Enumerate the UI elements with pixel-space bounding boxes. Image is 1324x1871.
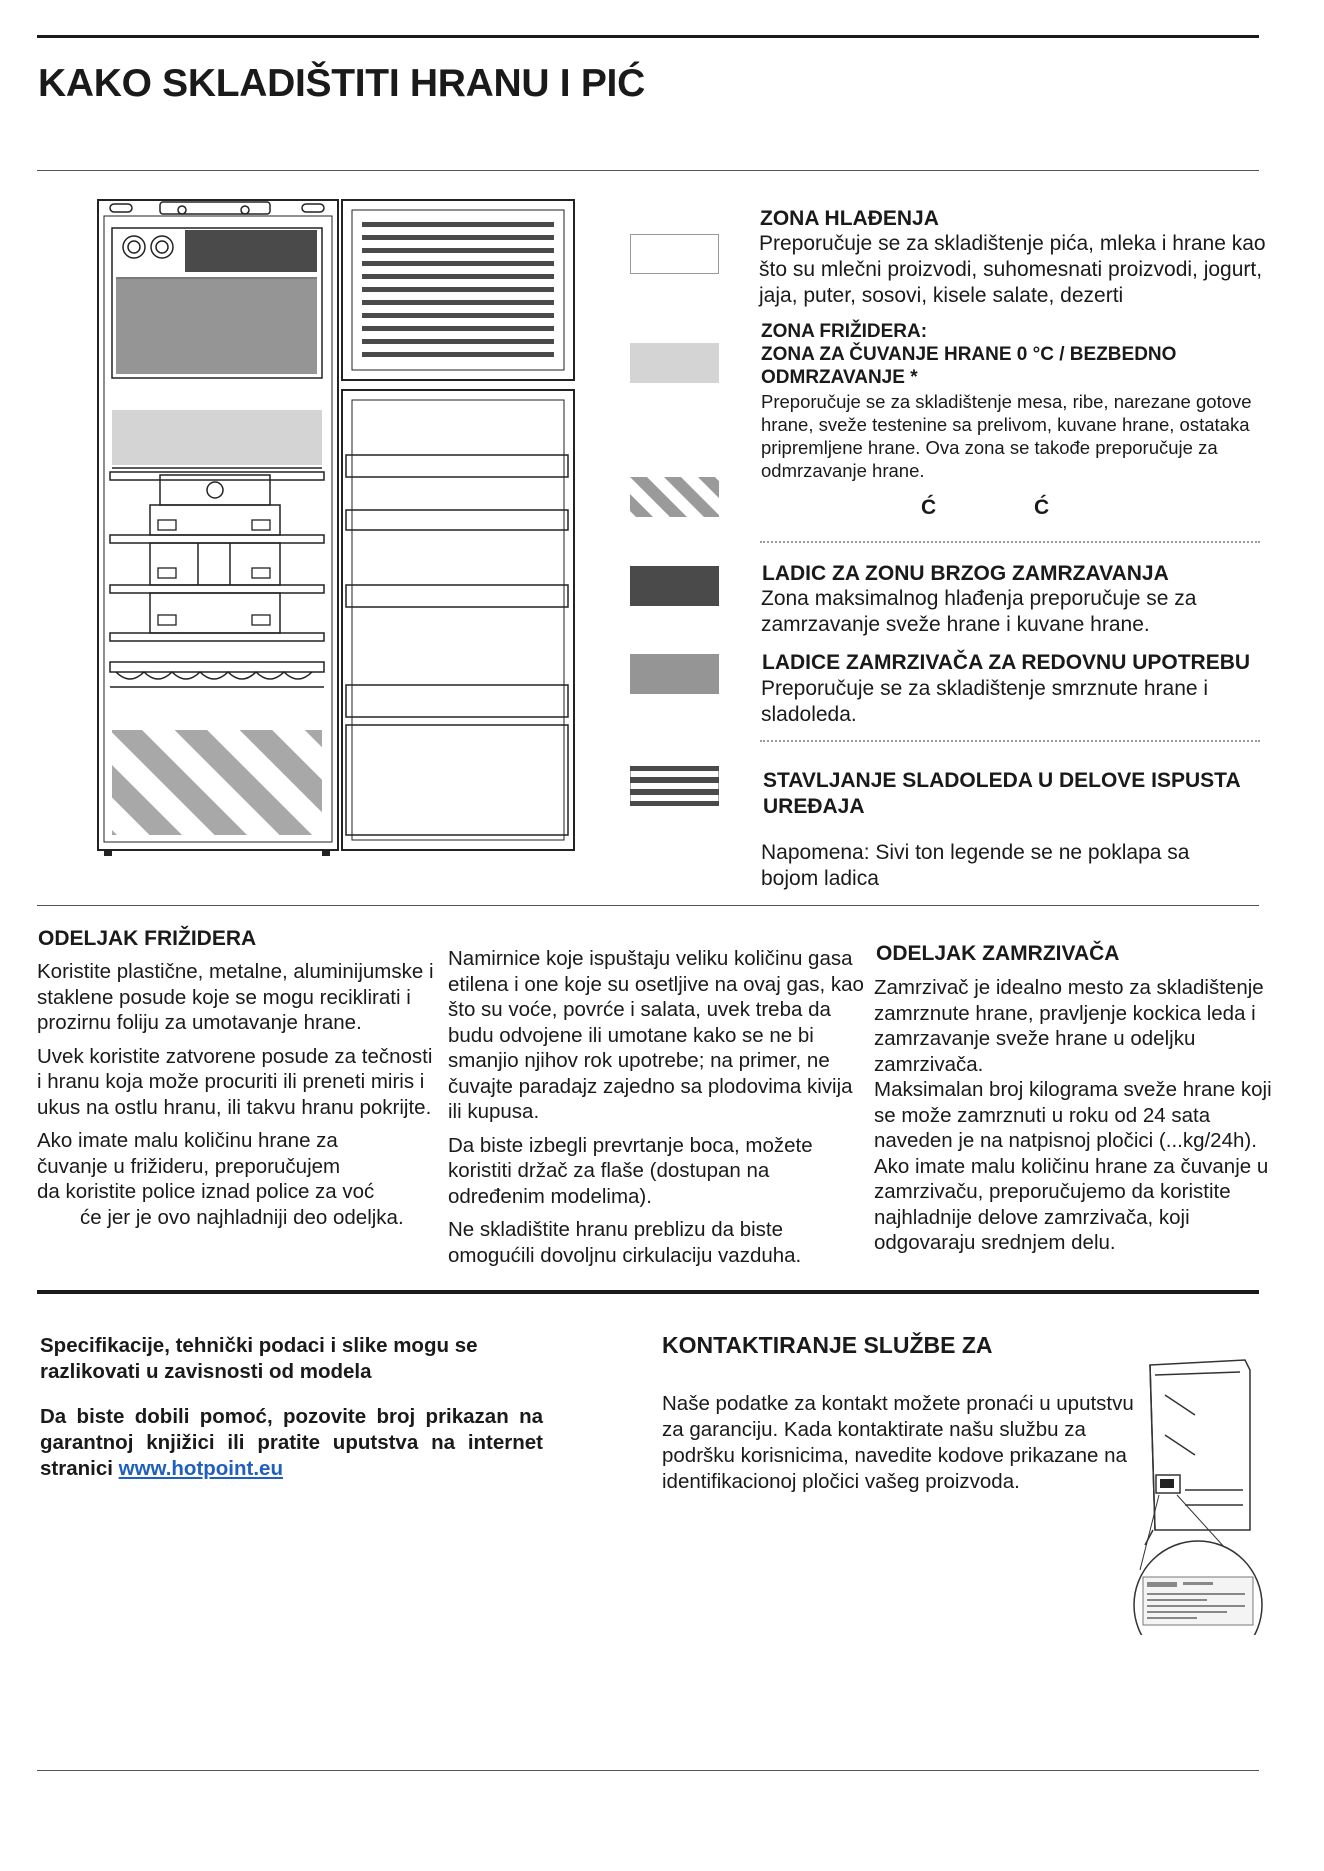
fridge-section-p2: Uvek koristite zatvorene posude za tečnosti i hranu koja može procuriti ili preneti miris i ukus na ostlu hranu, ili takvu hranu pokrijte. xyxy=(37,1044,433,1119)
regular-freezer-line: sladoleda. xyxy=(761,703,857,726)
fridge-zone-title-line: ZONA ZA ČUVANJE HRANE 0 °C / BEZBEDNO xyxy=(761,344,1177,365)
legend-note-line: bojom ladica xyxy=(761,867,879,890)
swatch-cooling-zone xyxy=(630,234,719,274)
fridge-zone-line: pripremljene hrane. Ova zona se takođe preporučuje za xyxy=(761,437,1218,458)
fast-freeze-drawer xyxy=(185,230,317,272)
fridge-zone-title xyxy=(761,320,1176,389)
middle-rule xyxy=(37,905,1259,906)
swatch-fast-freeze xyxy=(630,566,719,606)
regular-freezer-line: Preporučuje se za skladištenje smrznute hrane i xyxy=(761,677,1209,700)
freezer-section-text xyxy=(874,975,1289,1256)
fridge-zone-line: odmrzavanje hrane. xyxy=(761,460,925,481)
middle-section-text xyxy=(448,946,868,1276)
fridge-section-heading: ODELJAK FRIŽIDERA xyxy=(38,927,257,950)
door-bins xyxy=(346,455,568,835)
fridge-zone-title-line: ODMRZAVANJE * xyxy=(761,367,918,388)
title-underline xyxy=(37,170,1259,171)
middle-section-p1: Namirnice koje ispuštaju veliku količinu gasa etilena i one koje su osetljive na ovaj gas, kao što su voće, povrće i salata, uvek treba da budu odvojene ili umotane kako se ne bi smanjio njihov rok upotrebe; na primer, ne čuvajte paradajz zajedno sa plodovima kivija ili kupusa. xyxy=(448,947,864,1123)
legend-divider-2 xyxy=(760,740,1260,742)
hatch-row-char-a: Ć xyxy=(921,496,937,519)
legend-note-line: Napomena: Sivi ton legende se ne poklapa sa xyxy=(761,841,1190,864)
section-rule xyxy=(37,1290,1259,1294)
cooling-zone-title: ZONA HLAĐENJA xyxy=(760,207,939,230)
shelves xyxy=(110,472,324,641)
legend-note xyxy=(761,840,1189,892)
swatch-regular-freezer xyxy=(630,654,719,694)
hatch-row-char-b: Ć xyxy=(1034,496,1050,519)
cooling-zone-line: jaja, puter, sosovi, kisele salate, dezerti xyxy=(759,284,1124,307)
fridge-zone-line: hrane, sveže testenine sa prelivom, kuvane hrane, ostataka xyxy=(761,414,1250,435)
legend-divider-1 xyxy=(760,541,1260,543)
help-block xyxy=(40,1404,543,1482)
fridge-zone-text xyxy=(761,390,1252,482)
fast-freeze-text xyxy=(761,586,1196,638)
fast-freeze-line: Zona maksimalnog hlađenja preporučuje se za xyxy=(761,587,1197,610)
ice-cream-hatch xyxy=(112,730,322,835)
hotpoint-link[interactable]: www.hotpoint.eu xyxy=(118,1457,283,1480)
cooling-zone-text xyxy=(759,231,1266,309)
zero-zone xyxy=(112,410,322,465)
regular-freezer-drawer xyxy=(116,278,317,374)
page-title: KAKO SKLADIŠTITI HRANU I PIĆ xyxy=(38,62,645,105)
freezer-section-heading: ODELJAK ZAMRZIVAČA xyxy=(876,942,1120,965)
fridge-section-p3-line: da koristite police iznad police za voć xyxy=(37,1180,375,1203)
freezer-section-p2: Maksimalan broj kilograma sveže hrane koji se može zamrznuti u roku od 24 sata naveden je na natpisnoj pločici (...kg/24h). Ako imate malu količinu hrane za čuvanje u zamrzivaču, preporučujemo da koristite najhladnije delove zamrzivača, koji odgovaraju srednjem delu. xyxy=(874,1078,1272,1254)
ice-cream-title-line: UREĐAJA xyxy=(763,795,865,818)
fridge-section-p3-line: će jer je ovo najhladniji deo odeljka. xyxy=(80,1205,404,1229)
middle-section-p3: Ne skladištite hranu preblizu da biste omogućili dovoljnu cirkulaciju vazduha. xyxy=(448,1218,802,1267)
cooling-zone-line: Preporučuje se za skladištenje pića, mleka i hrane kao xyxy=(759,232,1266,255)
fast-freeze-title: LADIC ZA ZONU BRZOG ZAMRZAVANJA xyxy=(762,562,1169,585)
freezer-knobs xyxy=(123,236,173,258)
specs-note: Specifikacije, tehnički podaci i slike mogu se razlikovati u zavisnosti od modela xyxy=(40,1334,478,1383)
fridge-zone-title-line: ZONA FRIŽIDERA: xyxy=(761,321,928,342)
contact-heading: KONTAKTIRANJE SLUŽBE ZA xyxy=(662,1332,993,1358)
middle-section-p2: Da biste izbegli prevrtanje boca, možete koristiti držač za flaše (dostupan na određenim modelima). xyxy=(448,1133,813,1208)
top-rule xyxy=(37,35,1259,38)
swatch-ice-cream xyxy=(630,766,719,806)
swatch-hatched xyxy=(630,477,719,517)
freezer-section-p1: Zamrzivač je idealno mesto za skladištenje zamrznute hrane, pravljenje kockica leda i zamrzavanje sveže hrane u odeljku zamrzivača. xyxy=(874,976,1264,1076)
fridge-section-p3-line: čuvanje u frižideru, preporučujem xyxy=(37,1154,341,1178)
fridge-section-text xyxy=(37,959,437,1230)
help-text: Da biste dobili pomoć, pozovite broj prikazan na garantnoj knjižici ili pratite uputstva na internet stranici xyxy=(40,1405,543,1480)
control-strip xyxy=(110,202,324,214)
cooling-zone-line: što su mlečni proizvodi, suhomesnati proizvodi, jogurt, xyxy=(759,258,1263,281)
regular-freezer-text xyxy=(761,676,1208,728)
bottle-rack xyxy=(110,662,324,687)
fast-freeze-line: zamrzavanje sveže hrane i kuvane hrane. xyxy=(761,613,1150,636)
swatch-fridge-zone xyxy=(630,343,719,383)
door xyxy=(342,200,574,850)
fridge-zone-line: Preporučuje se za skladištenje mesa, ribe, narezane gotove xyxy=(761,391,1252,412)
ice-cream-title-line: STAVLJANJE SLADOLEDA U DELOVE ISPUSTA xyxy=(763,769,1241,792)
ice-cream-title xyxy=(763,768,1241,820)
door-ice-lines xyxy=(362,222,554,357)
rating-plate-badge xyxy=(1156,1475,1180,1493)
regular-freezer-title: LADICE ZAMRZIVAČA ZA REDOVNU UPOTREBU xyxy=(762,651,1251,674)
fridge-section-p3-line: Ako imate malu količinu hrane za xyxy=(37,1129,338,1152)
rating-plate-illustration xyxy=(1125,1355,1265,1635)
fridge-diagram xyxy=(90,190,580,870)
fridge-section-p1: Koristite plastične, metalne, aluminijumske i staklene posude koje se mogu reciklirati i prozirnu foliju za umotavanje hrane. xyxy=(37,960,434,1034)
bottom-rule xyxy=(37,1770,1259,1771)
contact-text: Naše podatke za kontakt možete pronaći u uputstvu za garanciju. Kada kontaktirate našu službu za podršku korisnicima, navedite kodove prikazane na identifikacionoj pločici vašeg proizvoda. xyxy=(662,1392,1134,1493)
